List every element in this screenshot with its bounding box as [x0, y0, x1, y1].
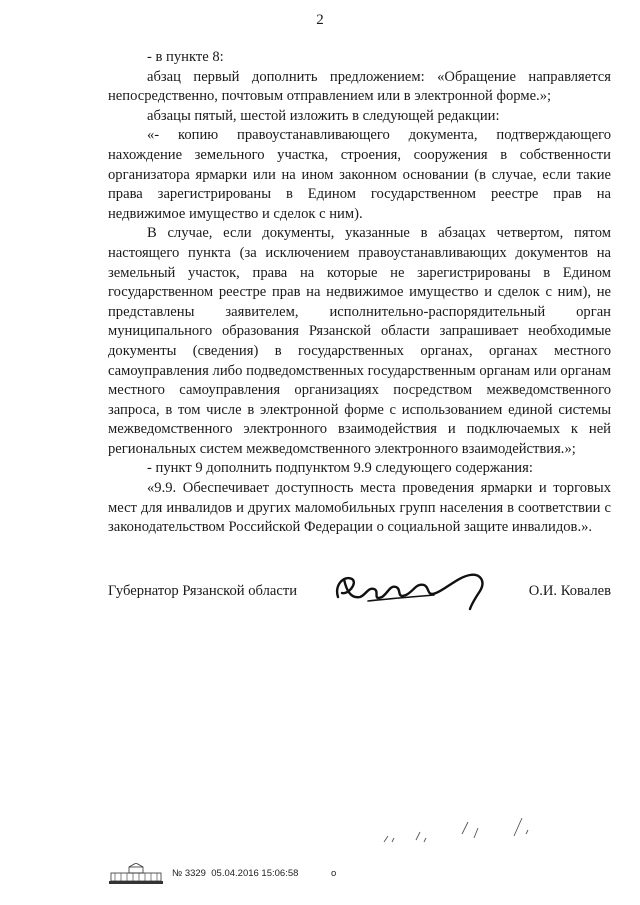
footer-mark: o — [331, 868, 337, 879]
paragraph-7: «9.9. Обеспечивает доступность места проведения ярмарки и торговых мест для инвалидов и других маломобильных групп населения в соответствии с законодательством Российской Федерации о социальной защите инвалидов.». — [108, 480, 611, 536]
registration-stamp — [172, 868, 298, 879]
paragraph-6: - пункт 9 дополнить подпунктом 9.9 следующего содержания: — [147, 460, 533, 477]
registration-timestamp: 05.04.2016 15:06:58 — [211, 868, 299, 879]
signature-block — [108, 583, 611, 613]
page-number: 2 — [316, 12, 324, 28]
scan-speckle — [382, 812, 532, 848]
paragraph-1: - в пункте 8: — [147, 49, 224, 65]
paragraph-4: «- копию правоустанавливающего документа, подтверждающего нахождение земельного участка, строения, сооружения в собственности организатора ярмарки или на ином законном основании (в случае, если такие права зарегистрированы в Едином государственном реестре прав на недвижимое имущество и сделок с ним). — [108, 127, 611, 222]
paragraph-2: абзац первый дополнить предложением: «Обращение направляется непосредственно, почтовым отправлением или в электронной форме.»; — [108, 68, 611, 105]
signatory-position: Губернатор Рязанской области — [108, 583, 298, 599]
building-stamp-icon — [107, 863, 165, 885]
paragraph-5: В случае, если документы, указанные в абзацах четвертом, пятом настоящего пункта (за исключением правоустанавливающих документов на земельный участок, права на которые не зарегистрированы в Едином государственном реестре прав на недвижимое имущество и сделок с ним), не представлены заявителем, исполнительно-распорядительный орган муниципального образования Рязанской области запрашивает необходимые документы (сведения) в государственных органах, органах местного самоуправления либо подведомственных государственным органам или органам местного самоуправления организациях посредством межведомственного запроса, в том числе в электронной форме с использованием единой системы межведомственного электронного взаимодействия и подключаемых к ней региональных систем межведомственного электронного взаимодействия.»; — [108, 225, 611, 457]
document-number: № 3329 — [172, 868, 206, 879]
paragraph-3: абзацы пятый, шестой изложить в следующей редакции: — [147, 107, 500, 124]
signatory-name: О.И. Ковалев — [528, 583, 611, 599]
document-body — [108, 48, 611, 538]
handwritten-signature — [330, 567, 505, 617]
